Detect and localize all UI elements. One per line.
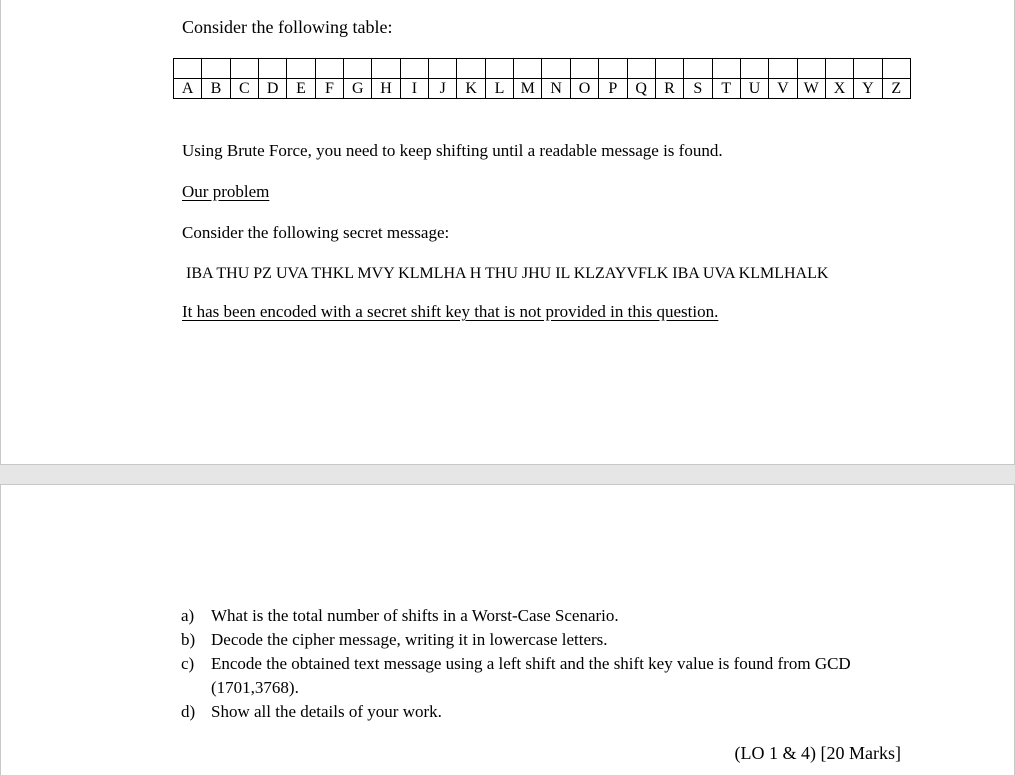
alphabet-blank-cell [684,59,712,79]
alphabet-blank-cell [712,59,740,79]
alphabet-blank-cell [825,59,853,79]
task-list [181,604,911,724]
alphabet-blank-cell [400,59,428,79]
alphabet-letter-cell: M [514,79,542,99]
alphabet-blank-cell [570,59,598,79]
alphabet-blank-cell [259,59,287,79]
alphabet-letter-cell: O [570,79,598,99]
alphabet-letter-cell: V [769,79,797,99]
task-marker: c) [181,654,195,673]
alphabet-blank-cell [372,59,400,79]
alphabet-blank-cell [202,59,230,79]
secret-intro-text: Consider the following secret message: [182,223,450,242]
alphabet-blank-cell [174,59,202,79]
alphabet-letter-cell: Y [854,79,882,99]
alphabet-blank-cell [769,59,797,79]
alphabet-letter-cell: A [174,79,202,99]
alphabet-letter-cell: I [400,79,428,99]
alphabet-letter-row [174,79,911,99]
alphabet-blank-cell [627,59,655,79]
intro-text: Consider the following table: [182,17,393,37]
task-item [181,604,911,628]
alphabet-letter-cell: Z [882,79,910,99]
alphabet-blank-cell [485,59,513,79]
cipher-text: IBA THU PZ UVA THKL MVY KLMLHA H THU JHU IL KLZAYVFLK IBA UVA KLMLHALK [186,265,829,282]
alphabet-table [173,58,911,99]
alphabet-letter-cell: L [485,79,513,99]
alphabet-blank-cell [230,59,258,79]
alphabet-blank-cell [542,59,570,79]
task-text: What is the total number of shifts in a Worst-Case Scenario. [211,606,619,625]
encoded-note: It has been encoded with a secret shift key that is not provided in this question. [182,302,719,321]
task-item [181,700,911,724]
alphabet-blank-cell [429,59,457,79]
alphabet-letter-cell: X [825,79,853,99]
alphabet-blank-cell [882,59,910,79]
brute-force-text: Using Brute Force, you need to keep shifting until a readable message is found. [182,141,723,160]
alphabet-blank-cell [514,59,542,79]
task-marker: d) [181,702,196,721]
alphabet-blank-cell [740,59,768,79]
task-text: Show all the details of your work. [211,702,442,721]
alphabet-letter-cell: K [457,79,485,99]
alphabet-letter-cell: S [684,79,712,99]
alphabet-blank-cell [655,59,683,79]
alphabet-blank-row [174,59,911,79]
alphabet-letter-cell: Q [627,79,655,99]
alphabet-letter-cell: D [259,79,287,99]
alphabet-letter-cell: T [712,79,740,99]
alphabet-blank-cell [854,59,882,79]
alphabet-letter-cell: F [315,79,343,99]
alphabet-blank-cell [315,59,343,79]
alphabet-letter-cell: H [372,79,400,99]
alphabet-letter-cell: U [740,79,768,99]
alphabet-letter-cell: J [429,79,457,99]
task-item [181,652,911,700]
alphabet-letter-cell: N [542,79,570,99]
task-item [181,628,911,652]
task-marker: b) [181,630,196,649]
task-marker: a) [181,606,195,625]
task-text: Decode the cipher message, writing it in lowercase letters. [211,630,608,649]
alphabet-letter-cell: P [599,79,627,99]
alphabet-letter-cell: C [230,79,258,99]
our-problem-heading: Our problem [182,182,270,201]
alphabet-blank-cell [457,59,485,79]
alphabet-blank-cell [599,59,627,79]
alphabet-letter-cell: G [344,79,372,99]
alphabet-letter-cell: B [202,79,230,99]
alphabet-blank-cell [344,59,372,79]
alphabet-letter-cell: W [797,79,825,99]
alphabet-blank-cell [287,59,315,79]
task-text: Encode the obtained text message using a left shift and the shift key value is found from GCD (1701,3768). [211,654,851,697]
alphabet-blank-cell [797,59,825,79]
marks-label: (LO 1 & 4) [20 Marks] [734,743,901,763]
alphabet-letter-cell: R [655,79,683,99]
alphabet-letter-cell: E [287,79,315,99]
